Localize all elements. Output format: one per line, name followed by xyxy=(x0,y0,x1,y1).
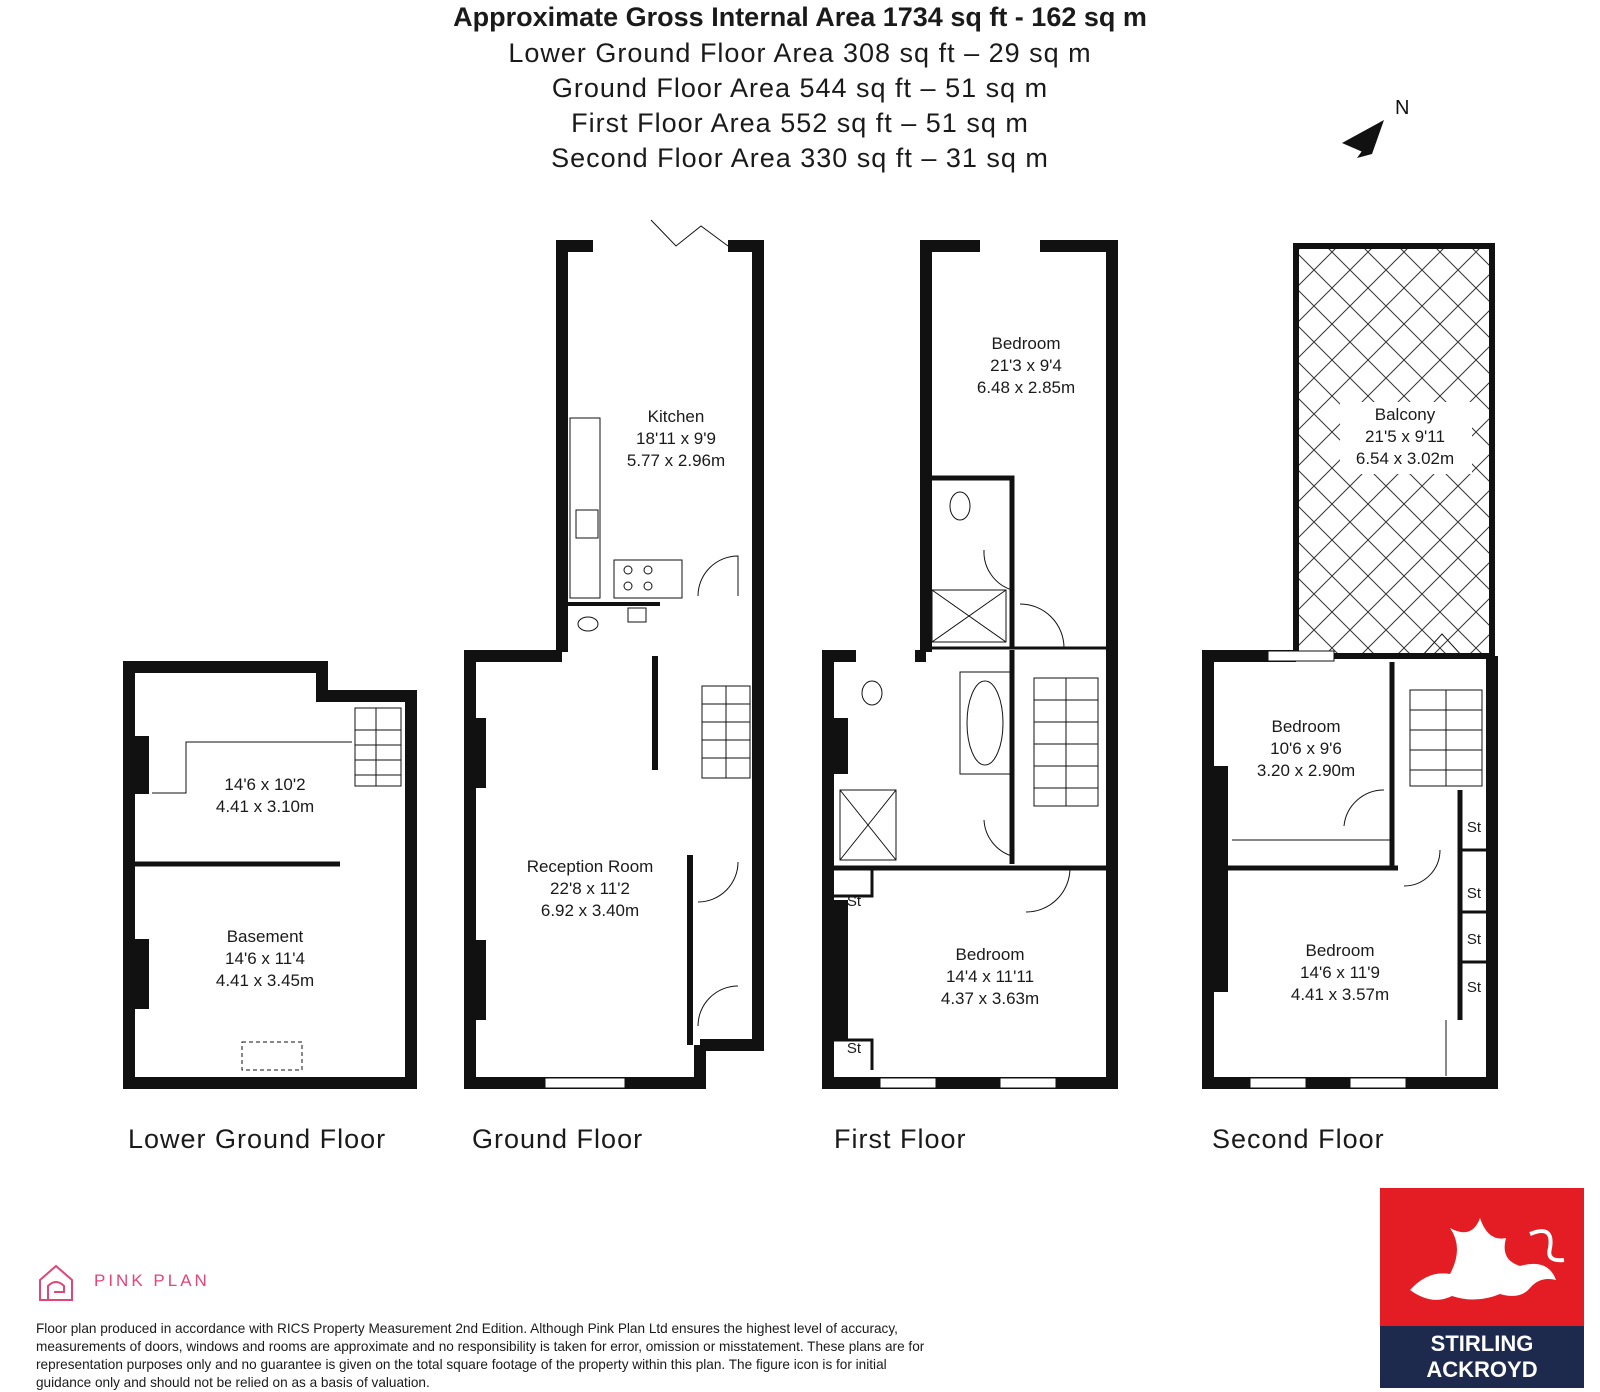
brand-wordmark-panel xyxy=(1380,1326,1584,1388)
lower-ground-floor-plan xyxy=(129,667,411,1083)
room-kitchen xyxy=(627,407,725,470)
stirling-ackroyd-logo xyxy=(1380,1188,1584,1388)
storage-label: St xyxy=(1466,819,1482,836)
room-sf-bed-front-metric: 4.41 x 3.57m xyxy=(1290,985,1390,1004)
storage-label: St xyxy=(1466,885,1482,902)
storage-label: St xyxy=(1466,979,1482,996)
room-balcony xyxy=(1340,402,1472,474)
north-arrow-icon xyxy=(1342,97,1409,158)
room-basement-metric: 4.41 x 3.45m xyxy=(215,971,315,990)
storage-label: St xyxy=(846,1040,862,1057)
room-sf-bed-front-name: Bedroom xyxy=(1305,941,1375,960)
floor-label-second: Second Floor xyxy=(1212,1124,1385,1154)
room-balcony-imperial: 21'5 x 9'11 xyxy=(1365,427,1445,446)
storage-label: St xyxy=(1466,931,1482,948)
pink-plan-wordmark: PINK PLAN xyxy=(94,1271,210,1290)
ground-area: Ground Floor Area 544 sq ft – 51 sq m xyxy=(551,73,1049,103)
brand-line-2: ACKROYD xyxy=(1426,1357,1538,1382)
storage-label: St xyxy=(846,893,862,910)
second-floor-plan xyxy=(1208,246,1492,1088)
north-label: N xyxy=(1395,97,1410,119)
first-area: First Floor Area 552 sq ft – 51 sq m xyxy=(571,108,1029,138)
room-balcony-name: Balcony xyxy=(1374,405,1436,424)
griffin-icon xyxy=(1380,1188,1584,1326)
room-kitchen-name: Kitchen xyxy=(647,407,705,426)
room-ff-bed-front-metric: 4.37 x 3.63m xyxy=(940,989,1040,1008)
room-reception xyxy=(527,857,654,920)
brand-griffin-panel xyxy=(1380,1188,1584,1326)
room-basement xyxy=(216,927,314,990)
room-reception-imperial: 22'8 x 11'2 xyxy=(550,879,630,898)
room-basement-name: Basement xyxy=(226,927,304,946)
brand-line-1: STIRLING xyxy=(1430,1331,1534,1356)
room-ff-bedroom-front xyxy=(941,945,1039,1008)
room-sf-bed-rear-metric: 3.20 x 2.90m xyxy=(1256,761,1356,780)
lower-ground-area: Lower Ground Floor Area 308 sq ft – 29 sq m xyxy=(508,38,1092,68)
room-sf-bedroom-rear xyxy=(1257,717,1355,780)
room-lg-upper-metric: 4.41 x 3.10m xyxy=(215,797,315,816)
room-ff-bedroom-rear xyxy=(977,334,1075,397)
floor-label-ground: Ground Floor xyxy=(472,1124,644,1154)
room-sf-bed-front-imperial: 14'6 x 11'9 xyxy=(1300,963,1380,982)
room-ff-bed-front-name: Bedroom xyxy=(955,945,1025,964)
room-sf-bed-rear-name: Bedroom xyxy=(1271,717,1341,736)
room-lg-upper-imperial: 14'6 x 10'2 xyxy=(224,775,306,794)
room-ff-bed-front-imperial: 14'4 x 11'11 xyxy=(945,967,1035,986)
room-lg-upper xyxy=(216,775,314,816)
room-ff-bed-rear-name: Bedroom xyxy=(991,334,1061,353)
room-ff-bed-rear-metric: 6.48 x 2.85m xyxy=(976,378,1076,397)
room-basement-imperial: 14'6 x 11'4 xyxy=(225,949,305,968)
ground-floor-plan xyxy=(470,220,758,1088)
room-reception-name: Reception Room xyxy=(526,857,654,876)
room-balcony-metric: 6.54 x 3.02m xyxy=(1355,449,1455,468)
room-reception-metric: 6.92 x 3.40m xyxy=(540,901,640,920)
floor-label-lower-ground: Lower Ground Floor xyxy=(128,1124,387,1154)
room-ff-bed-rear-imperial: 21'3 x 9'4 xyxy=(990,356,1062,375)
room-kitchen-imperial: 18'11 x 9'9 xyxy=(636,429,716,448)
room-kitchen-metric: 5.77 x 2.96m xyxy=(626,451,726,470)
room-sf-bedroom-front xyxy=(1291,941,1389,1004)
area-title: Approximate Gross Internal Area 1734 sq ft - 162 sq m xyxy=(453,2,1147,32)
second-area: Second Floor Area 330 sq ft – 31 sq m xyxy=(551,143,1049,173)
floor-label-first: First Floor xyxy=(834,1124,967,1154)
disclaimer-text: Floor plan produced in accordance with RICS Property Measurement 2nd Edition. Although Pink Plan Ltd ensures the highest level of accuracy, measurements of doors, windows and rooms are approximate and no responsibility is taken for error, omission or misstatement. These plans are for representation purposes only and no guarantee is given on the total square footage of the property within this plan. The figure icon is for initial guidance only and should not be relied on as a basis of valuation. xyxy=(36,1321,925,1390)
room-sf-bed-rear-imperial: 10'6 x 9'6 xyxy=(1270,739,1342,758)
